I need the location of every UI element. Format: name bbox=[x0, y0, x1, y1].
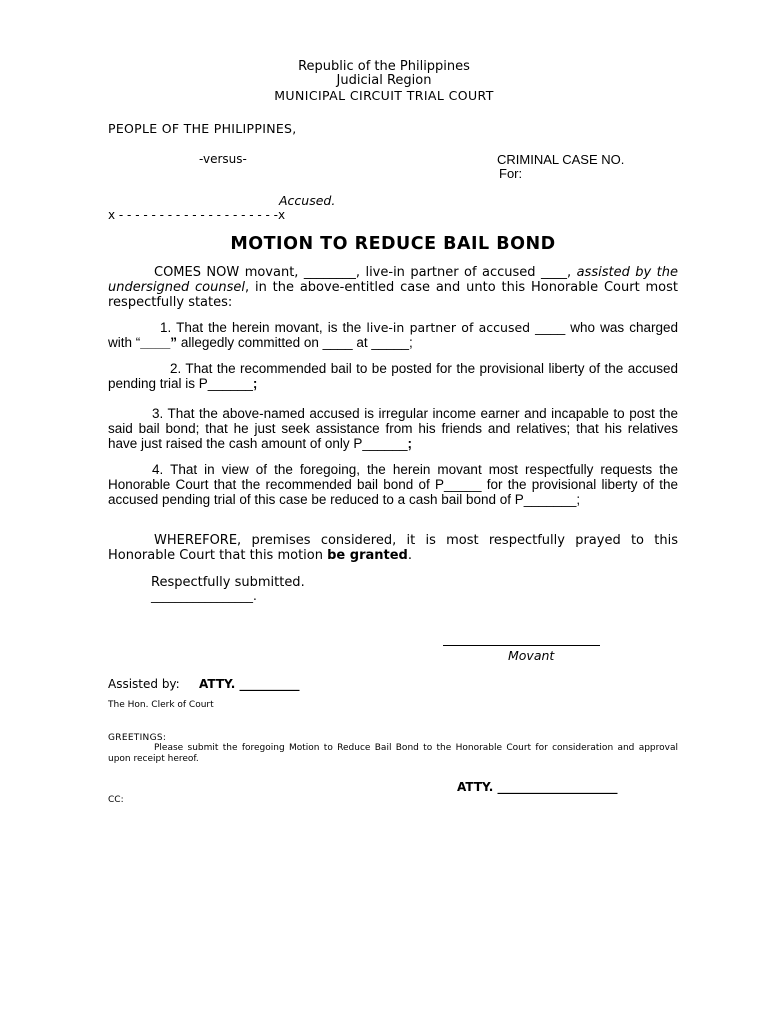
republic-heading: Republic of the Philippines bbox=[298, 59, 470, 74]
intro-text-1: COMES NOW movant, ________, live-in partner of accused ____, bbox=[154, 265, 577, 280]
document-title: MOTION TO REDUCE BAIL BOND bbox=[230, 234, 556, 254]
versus-label: -versus- bbox=[199, 152, 247, 166]
assisted-by-label: Assisted by: bbox=[108, 677, 180, 691]
paragraph-2 bbox=[108, 361, 678, 391]
paragraph-3 bbox=[108, 406, 678, 451]
notice-attorney: ATTY. ____________________ bbox=[457, 780, 618, 794]
movant-signature-line bbox=[443, 645, 600, 646]
p3-text: 3. That the above-named accused is irregular income earner and incapable to post the said bail bond; that he just seek assistance from his friends and relatives; that his relatives have just raised the cash amount of only P______ bbox=[108, 406, 678, 451]
greetings-label: GREETINGS: bbox=[108, 733, 167, 743]
court-heading: MUNICIPAL CIRCUIT TRIAL COURT bbox=[274, 88, 494, 103]
paragraph-4: 4. That in view of the foregoing, the herein movant most respectfully requests the Honorable Court that the recommended bail bond of P_____ for the provisional liberty of the accused pending trial of this case be reduced to a cash bail bond of P_______; bbox=[108, 462, 678, 507]
p2-text: 2. That the recommended bail to be posted for the provisional liberty of the accused pending trial is P______ bbox=[108, 361, 678, 391]
cc-label: CC: bbox=[108, 795, 124, 805]
prayer-paragraph bbox=[108, 533, 678, 563]
prayer-granted: be granted bbox=[327, 548, 408, 563]
respectfully-submitted: Respectfully submitted. bbox=[151, 575, 305, 590]
assisting-attorney: ATTY. __________ bbox=[199, 677, 300, 691]
p3-end: ; bbox=[407, 436, 412, 451]
clerk-addressee: The Hon. Clerk of Court bbox=[108, 700, 214, 710]
case-number-label: CRIMINAL CASE NO. bbox=[497, 152, 625, 167]
accused-label: Accused. bbox=[279, 193, 336, 208]
p1-charge: ____” bbox=[140, 335, 178, 350]
p1-text-a: 1. That the herein movant, is the bbox=[160, 320, 367, 335]
region-heading: Judicial Region bbox=[336, 73, 432, 88]
p1-text-e: allegedly committed on ____ at _____; bbox=[177, 335, 413, 350]
notice-body: Please submit the foregoing Motion to Reduce Bail Bond to the Honorable Court for consideration and approval upon receipt hereof. bbox=[108, 743, 678, 764]
date-line: _________________. bbox=[151, 589, 257, 603]
intro-counsel: assisted by the undersigned counsel bbox=[108, 265, 678, 295]
p2-end: ; bbox=[252, 376, 258, 391]
p1-text-b: live-in partner of accused bbox=[366, 320, 531, 335]
intro-text-2: , in the above-entitled case and unto this Honorable Court most respectfully states: bbox=[108, 280, 678, 310]
plaintiff-name: PEOPLE OF THE PHILIPPINES, bbox=[108, 121, 297, 136]
case-for-label: For: bbox=[499, 166, 523, 181]
caption-separator: x - - - - - - - - - - - - - - - - - - - -x bbox=[108, 208, 286, 222]
paragraph-1 bbox=[108, 320, 678, 350]
movant-label: Movant bbox=[508, 648, 555, 663]
prayer-text: WHEREFORE, premises considered, it is most respectfully prayed to this Honorable Court that this motion bbox=[108, 533, 678, 563]
p1-text-c: ____ who was charged with “ bbox=[108, 320, 678, 350]
prayer-end: . bbox=[407, 548, 412, 563]
intro-paragraph bbox=[108, 265, 678, 310]
